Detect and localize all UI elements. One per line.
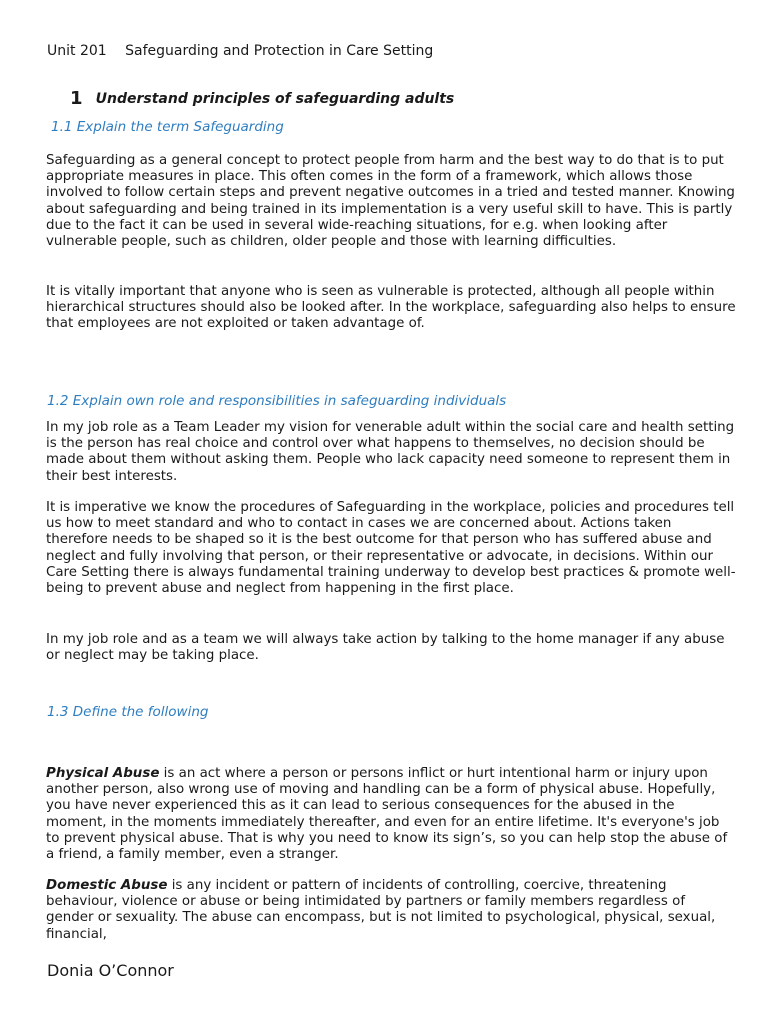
term-physical-abuse: Physical Abuse [46, 766, 160, 781]
paragraph-text: Safeguarding as a general concept to protect people from harm and the best way to do that is to put appropriate measures in place. This often comes in the form of a framework, which allows those involved to follow certain steps and prevent negative outcomes in a tried and tested manner. Knowing about safeguarding and being trained in its implementation is a very useful skill to have. This is partly due to the fact it can be used in several wide-reaching situations, for e.g. when looking after vulnerable people, such as children, older people and those with learning difficulties. [46, 153, 735, 250]
definition-physical-abuse [46, 766, 736, 863]
unit-title: Safeguarding and Protection in Care Setting [125, 43, 434, 59]
page-header [47, 43, 433, 60]
section-number: 1 [70, 88, 83, 109]
paragraph-text: It is imperative we know the procedures of Safeguarding in the workplace, policies and procedures tell us how to meet standard and who to contact in cases we are concerned about. Actions taken therefore needs to be shaped so it is the best outcome for that person who has suffered abuse and neglect and fully involving that person, or their representative or advocate, in decisions. Within our Care Setting there is always fundamental training underway to develop best practices & promote well-being to prevent abuse and neglect from happening in the first place. [46, 500, 736, 597]
paragraph-text: It is vitally important that anyone who is seen as vulnerable is protected, although all people within hierarchical structures should also be looked after. In the workplace, safeguarding also helps to ensure that employees are not exploited or taken advantage of. [46, 284, 736, 332]
paragraph-1-2-a [46, 420, 736, 485]
definition-domestic-abuse [46, 878, 736, 943]
subheading-1-2: 1.2 Explain own role and responsibilities in safeguarding individuals [47, 393, 507, 409]
section-title: Understand principles of safeguarding adults [95, 91, 455, 107]
subheading-1-3: 1.3 Define the following [47, 704, 209, 720]
term-domestic-abuse: Domestic Abuse [46, 878, 168, 893]
paragraph-1-1-a [46, 153, 736, 250]
paragraph-1-2-c [46, 632, 736, 664]
definition-text: is any incident or pattern of incidents of controlling, coercive, threatening behaviour, violence or abuse or being intimidated by partners or family members regardless of gender or sexuality. The abuse can encompass, but is not limited to psychological, physical, sexual, financial, [46, 878, 716, 942]
unit-code: Unit 201 [47, 43, 107, 59]
paragraph-1-2-b [46, 500, 736, 597]
author-name: Donia O’Connor [47, 961, 174, 980]
subheading-1-1: 1.1 Explain the term Safeguarding [51, 119, 284, 135]
paragraph-1-1-b [46, 284, 736, 333]
paragraph-text: In my job role and as a team we will always take action by talking to the home manager if any abuse or neglect may be taking place. [46, 632, 725, 664]
section-heading [70, 88, 454, 109]
definition-text: is an act where a person or persons inflict or hurt intentional harm or injury upon another person, also wrong use of moving and handling can be a form of physical abuse. Hopefully, you have never experienced this as it can lead to serious consequences for the abused in the moment, in the moments immediately thereafter, and even for an entire lifetime. It's everyone's job to prevent physical abuse. That is why you need to know its sign’s, so you can help stop the abuse of a friend, a family member, even a stranger. [46, 766, 728, 863]
paragraph-text: In my job role as a Team Leader my vision for venerable adult within the social care and health setting is the person has real choice and control over what happens to themselves, no decision should be made about them without asking them. People who lack capacity need someone to represent them in their best interests. [46, 420, 735, 484]
